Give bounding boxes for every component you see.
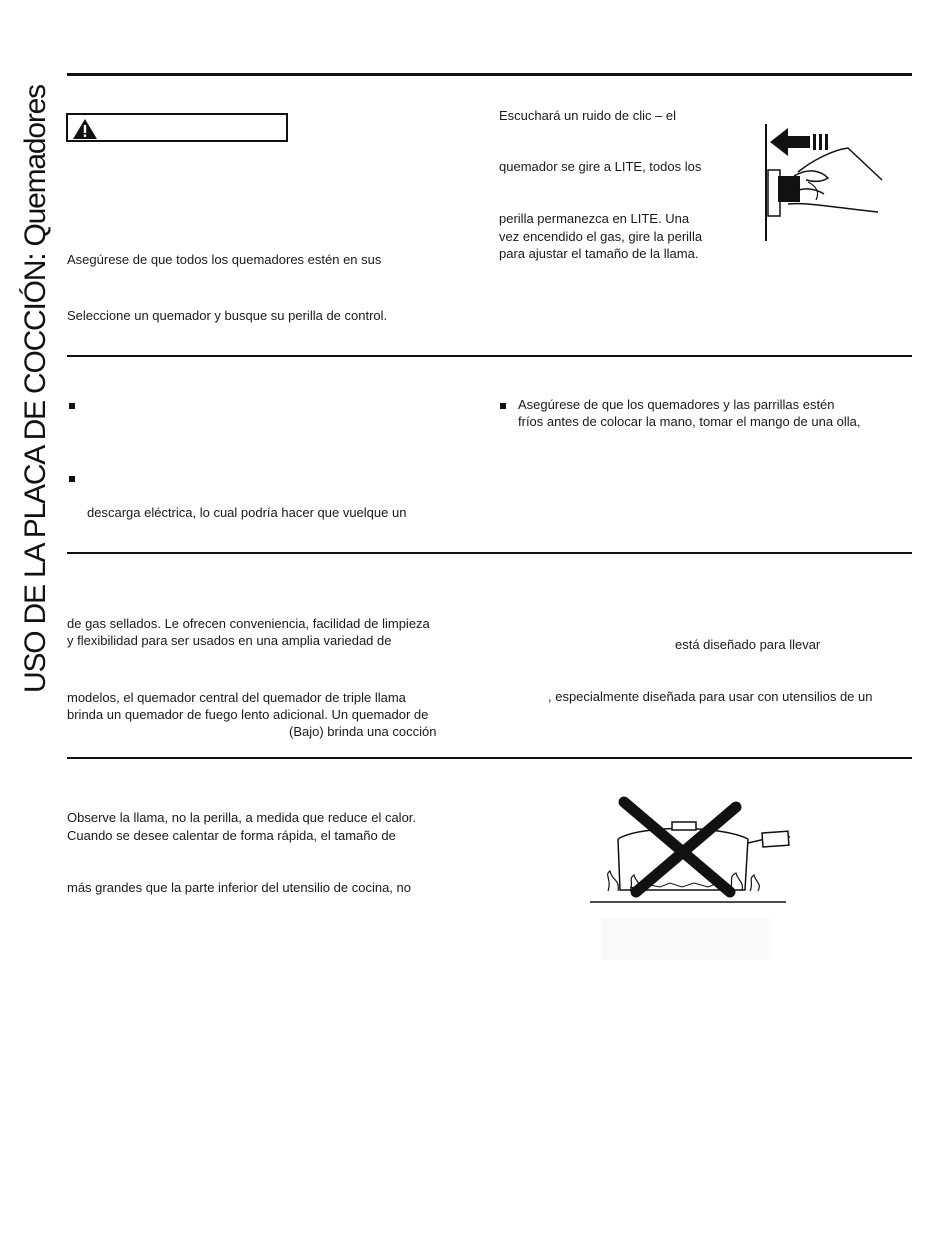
side-title: USO DE LA PLACA DE COCCIÓN: Quemadores [19, 85, 52, 693]
knob-push-illustration [758, 120, 890, 245]
s1-right-line-2: quemador se gire a LITE, todos los [499, 159, 702, 174]
figure-caption-area [601, 918, 769, 960]
s1-right-line-5: para ajustar el tamaño de la llama. [499, 246, 699, 261]
s3-left-line-3: modelos, el quemador central del quemador de triple llama [67, 690, 406, 705]
s4-left-line-3: más grandes que la parte inferior del utensilio de cocina, no [67, 880, 411, 895]
s3-left-line-4: brinda un quemador de fuego lento adicional. Un quemador de [67, 707, 429, 722]
warning-box [66, 113, 288, 142]
s4-left-line-1: Observe la llama, no la perilla, a medida que reduce el calor. [67, 810, 417, 825]
s1-right-line-4: vez encendido el gas, gire la perilla [499, 229, 703, 244]
s4-left-line-2: Cuando se desee calentar de forma rápida, el tamaño de [67, 828, 396, 843]
s3-right-line-2: , especialmente diseñada para usar con utensilios de un [548, 689, 873, 704]
top-rule [67, 73, 912, 76]
s3-right-line-1: está diseñado para llevar [675, 637, 821, 652]
oversized-flame-pan-illustration [590, 795, 790, 905]
s3-left-line-1: de gas sellados. Le ofrecen conveniencia, facilidad de limpieza [67, 616, 430, 631]
section-rule-2 [67, 552, 912, 554]
s2-right-line-2: fríos antes de colocar la mano, tomar el mango de una olla, [518, 414, 861, 429]
s2-left-bullet-2 [69, 476, 75, 482]
s1-right-line-1: Escuchará un ruido de clic – el [499, 108, 677, 123]
s3-left-line-2: y flexibilidad para ser usados en una amplia variedad de [67, 633, 392, 648]
section-rule-1 [67, 355, 912, 357]
warning-icon [72, 118, 98, 140]
s2-right-bullet [500, 403, 506, 409]
s3-left-line-5: (Bajo) brinda una cocción [289, 724, 437, 739]
section-rule-3 [67, 757, 912, 759]
s2-right-line-1: Asegúrese de que los quemadores y las parrillas estén [518, 397, 835, 412]
s2-left-line-1: descarga eléctrica, lo cual podría hacer que vuelque un [87, 505, 407, 520]
s1-right-line-3: perilla permanezca en LITE. Una [499, 211, 690, 226]
s1-left-line-2: Seleccione un quemador y busque su perilla de control. [67, 308, 388, 323]
s2-left-bullet-1 [69, 403, 75, 409]
s1-left-line-1: Asegúrese de que todos los quemadores estén en sus [67, 252, 382, 267]
